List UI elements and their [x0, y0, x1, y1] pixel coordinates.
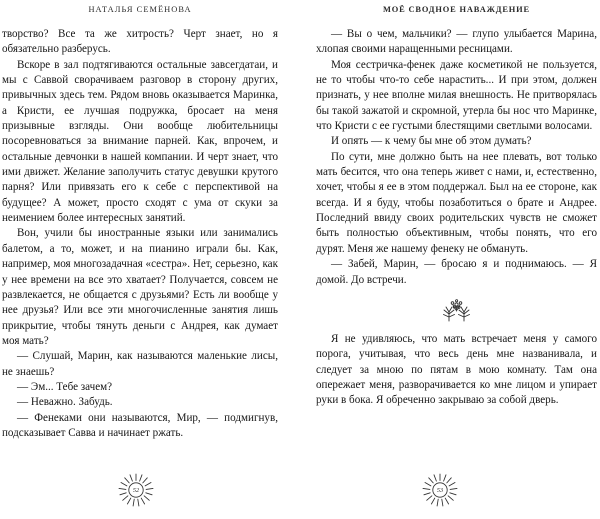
paragraph: — Фенеками они называются, Мир, — подмигнув, подсказывает Савва и начинает ржать. [2, 411, 278, 439]
paragraph: По сути, мне должно быть на нее плевать, вот только мать бесится, что она теперь живет с нами, и, естественно, хочет, чтобы я ее в этом поддержал. Был на ее стороне, как всегда. И я буду, чтобы позаботиться о брате и Андрее. Последний ввиду своих родительских чувств не сможет быть полностью объективным, чтобы понять, что его дурят. Меня же нашему фенеку не обмануть. [316, 150, 597, 255]
paragraph: — Эм... Тебе зачем? [17, 380, 113, 393]
paragraph: Я не удивляюсь, что мать встречает меня у самого порога, учитывая, что весь день мне названивала, и следует за мною по пятам в мою комнату. Там она опережает меня, разворачивается ко мне лицом и упирает руки в бока. Я обреченно закрываю за собой дверь. [316, 332, 597, 407]
right-page [300, 0, 600, 519]
paragraph: — Вы о чем, мальчики? — глупо улыбается Марина, хлопая своими наращенными ресницами. [316, 28, 597, 56]
right-page-folio [412, 469, 468, 511]
paragraph: Вон, учили бы иностранные языки или занимались балетом, а то, может, и на пианино играли бы. Как, например, моя многозадачная «сестра». Нет, серьезно, как у нее времени на все это хватает? Получается, совсем не развлекается, не общается с друзьями? Есть ли вообще у нее друзья? Или все эти многочисленные занятия лишь прикрытие, чтобы тянуть деньги с Андрея, как думает моя мать? [2, 227, 278, 347]
running-head-author: НАТАЛЬЯ СЕМЁНОВА [88, 5, 192, 14]
left-page-folio [108, 469, 164, 511]
paragraph: — Слушай, Марин, как называются маленькие лисы, не знаешь? [2, 350, 278, 378]
running-head-title: МОЁ СВОДНОЕ НАВАЖДЕНИЕ [383, 5, 530, 14]
paragraph: — Забей, Марин, — бросаю я и поднимаюсь. — Я домой. До встречи. [316, 258, 597, 286]
page-number: 53 [436, 486, 444, 494]
paragraph: Вскоре в зал подтягиваются остальные завсегдатаи, и мы с Саввой сворачиваем разговор в сторону других, привычных здесь тем. Рядом вновь оказывается Маринка, а Кристи, ее лучшая подружка, бросает на меня призывные взгляды. Они вообще любительницы посоревноваться за внимание парней. Как, впрочем, и остальные девчонки в нашей компании. И черт знает, что ими движет. Желание заполучить статус девушки крутого парня? Или привязать его к себе с перспективой на будущее? А может, просто сходят с ума от скуки за неимением более интересных занятий. [2, 58, 278, 225]
paragraph: Моя сестричка-фенек даже косметикой не пользуется, не то чтобы что-то себе нарастить... И при этом, должен признать, у нее вполне милая внешность. Не притворялась бы такой зажатой и скромной, утерла бы нос что Маринке, что Кристи с ее густыми блестящими светлыми волосами. [316, 58, 597, 133]
right-page-body [316, 27, 597, 409]
left-page-body [2, 27, 278, 441]
paragraph: творство? Все та же хитрость? Черт знает, но я обязательно разберусь. [2, 28, 278, 56]
paragraph: И опять — к чему бы мне об этом думать? [331, 135, 532, 148]
paragraph: — Неважно. Забудь. [17, 396, 113, 409]
page-number: 52 [132, 486, 140, 494]
plant-scene-break-ornament [316, 299, 597, 323]
